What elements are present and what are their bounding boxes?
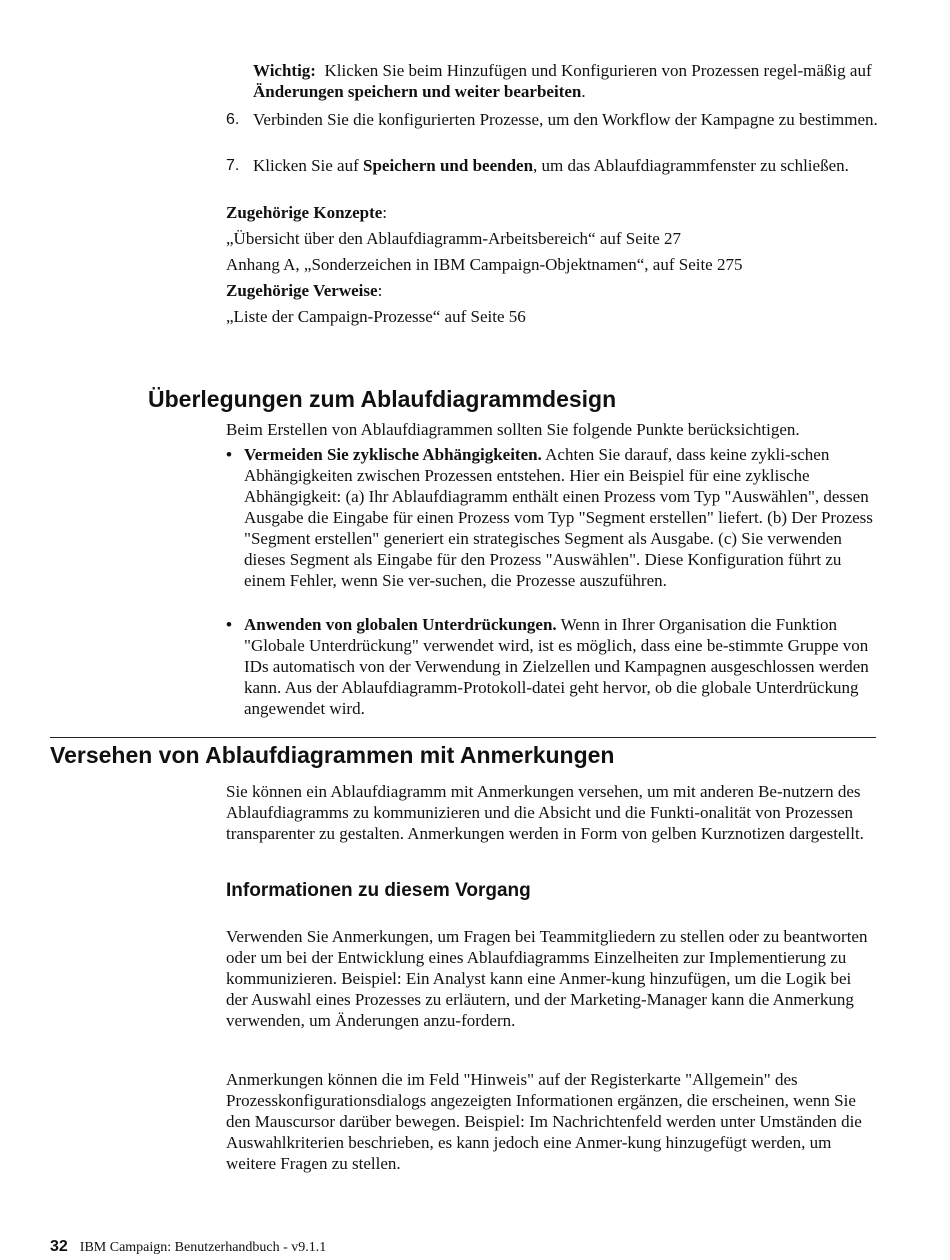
important-text: Klicken Sie beim Hinzufügen und Konfigurieren von Prozessen regel-mäßig auf (324, 61, 872, 80)
step-6-text: Verbinden Sie die konfigurierten Prozesse, um den Workflow der Kampagne zu bestimmen. (253, 110, 878, 129)
page-number: 32 (50, 1238, 68, 1255)
related-references-label: Zugehörige Verweise: (226, 281, 383, 300)
step-7-text: Klicken Sie auf (253, 156, 359, 175)
bullet-dot: • (226, 445, 232, 464)
bullet-dot: • (226, 615, 232, 634)
important-label: Wichtig: (253, 61, 316, 80)
step-7-number: 7. (226, 157, 240, 174)
related-concept-link-2[interactable]: Anhang A, „Sonderzeichen in IBM Campaign-Objektnamen“, auf Seite 275 (226, 255, 743, 274)
bullet-1-text: Achten Sie darauf, dass keine zykli-schen Abhängigkeiten zwischen Prozessen entstehen. Hier ein Beispiel für eine zyklische Abhängigkeit: (a) Ihr Ablaufdiagramm enthält einen Prozess vom Typ "Auswählen", dessen Ausgabe die Eingabe für einen Prozess vom Typ "Segment erstellen" liefert. (b) Der Prozess "Segment erstellen" generiert ein strategisches Segment als Ausgabe. (c) Sie verwenden dieses Segment als Eingabe für den Prozess "Auswählen". Diese Konfiguration führt zu einem Fehler, wenn Sie ver-suchen, die Prozesse auszuführen. (244, 445, 873, 590)
section-heading-design: Überlegungen zum Ablaufdiagrammdesign (148, 386, 617, 412)
bullet-2-text: Wenn in Ihrer Organisation die Funktion "Globale Unterdrückung" verwendet wird, ist es möglich, dass eine be-stimmte Gruppe von IDs automatisch von der Verwendung in Zielzellen und Kampagnen ausgeschlossen werden kann. Aus der Ablaufdiagramm-Protokoll-datei geht hervor, ob die globale Unterdrückung angewendet wird. (244, 615, 869, 718)
page-footer (50, 1238, 326, 1256)
related-concepts-label: Zugehörige Konzepte: (226, 203, 388, 222)
important-note: Wichtig: Klicken Sie beim Hinzufügen und Konfigurieren von Prozessen regel-mäßig auf Änderungen speichern und weiter bearbeiten. (253, 61, 872, 101)
annotations-paragraph-1: Verwenden Sie Anmerkungen, um Fragen bei Teammitgliedern zu stellen oder zu beantworten oder um bei der Entwicklung eines Ablaufdiagramms Einzelheiten zur Implementierung zu kommunizieren. Beispiel: Ein Analyst kann eine Anmer-kung hinzufügen, um die Logik bei der Auswahl eines Prozesses zu erläutern, und der Marketing-Manager kann die Anmerkung verwenden, um Änderungen anzu-fordern. (226, 927, 868, 1030)
section-divider (50, 737, 876, 738)
document-title: IBM Campaign: Benutzerhandbuch - v9.1.1 (79, 1240, 327, 1255)
annotations-intro: Sie können ein Ablaufdiagramm mit Anmerkungen versehen, um mit anderen Be-nutzern des Ablaufdiagramms zu kommunizieren und die Absicht und die Funkti-onalität von Prozessen transparenter zu gestalten. Anmerkungen werden in Form von gelben Kurznotizen dargestellt. (226, 782, 864, 843)
section-heading-annotations: Versehen von Ablaufdiagrammen mit Anmerkungen (50, 742, 615, 768)
step-6-number: 6. (226, 111, 240, 128)
related-concept-link-1[interactable]: „Übersicht über den Ablaufdiagramm-Arbeitsbereich“ auf Seite 27 (226, 229, 682, 248)
important-bold-text: Änderungen speichern und weiter bearbeiten (253, 82, 582, 101)
bullet-2-title: Anwenden von globalen Unterdrückungen. (244, 615, 557, 634)
related-reference-link-1[interactable]: „Liste der Campaign-Prozesse“ auf Seite 56 (226, 307, 526, 326)
step-7-bold-text: Speichern und beenden (363, 156, 534, 175)
design-intro: Beim Erstellen von Ablaufdiagrammen sollten Sie folgende Punkte berücksichtigen. (226, 420, 800, 439)
subheading-task-info: Informationen zu diesem Vorgang (226, 880, 531, 901)
bullet-1-title: Vermeiden Sie zyklische Abhängigkeiten. (244, 445, 542, 464)
annotations-paragraph-2: Anmerkungen können die im Feld "Hinweis" auf der Registerkarte "Allgemein" des Prozesskonfigurationsdialogs angezeigten Informationen ergänzen, die erscheinen, wenn Sie den Mauscursor darüber bewegen. Beispiel: Im Nachrichtenfeld werden unter Umständen die Auswahlkriterien beschrieben, es kann jedoch eine Anmer-kung hinzugefügt werden, um weitere Fragen zu stellen. (226, 1070, 862, 1173)
